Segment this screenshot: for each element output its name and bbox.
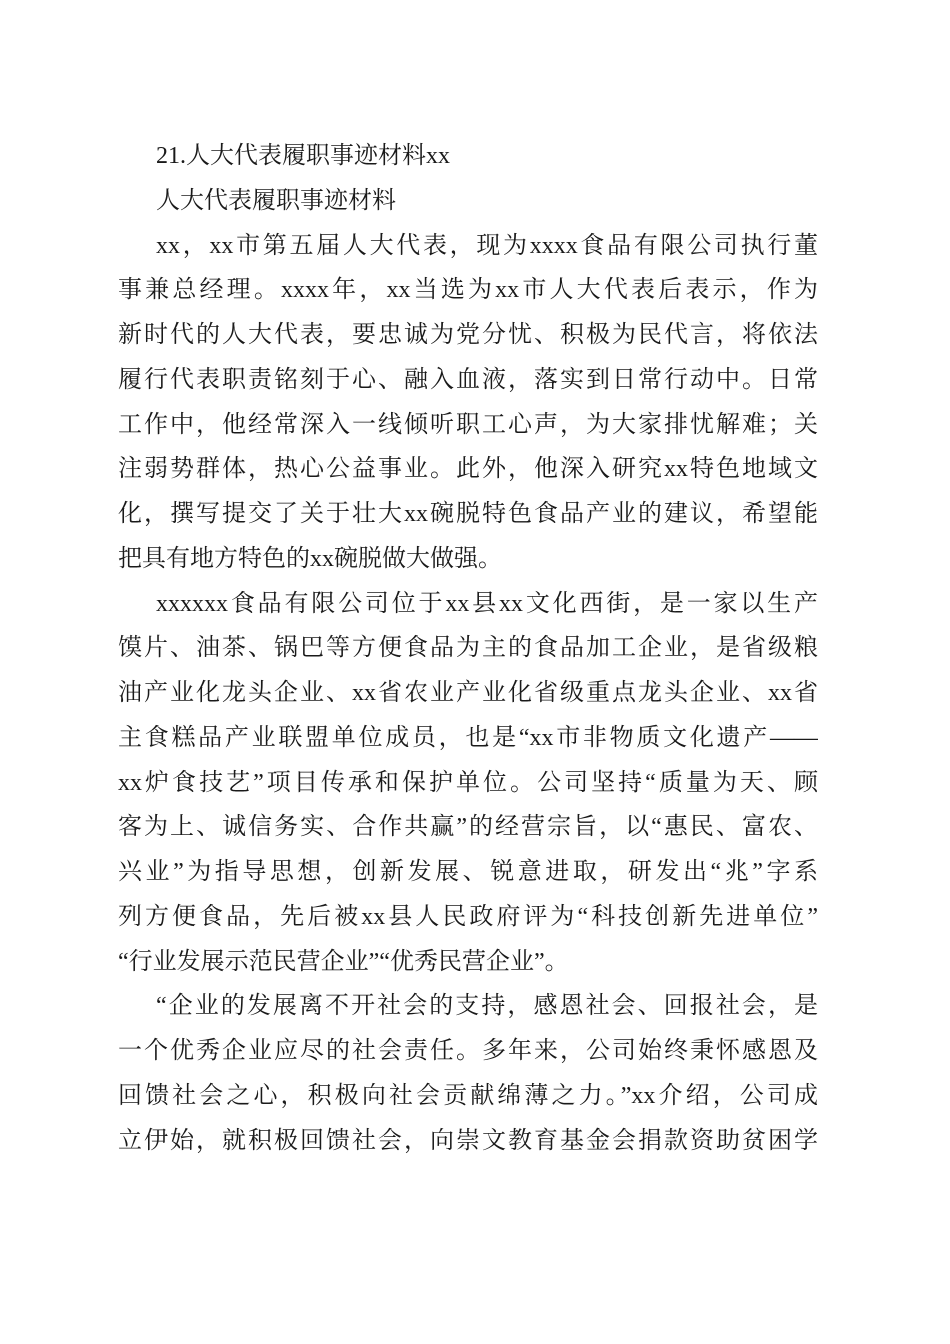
text-line: “企业的发展离不开社会的支持，感恩社会、回报社会，是 xyxy=(156,993,818,1020)
text-line: 化，撰写提交了关于壮大xx碗脱特色食品产业的建议，希望能 xyxy=(118,501,818,527)
text-line: xxxxxx食品有限公司位于xx县xx文化西街，是一家以生产 xyxy=(156,590,818,617)
text-line: 立伊始，就积极回馈社会，向崇文教育基金会捐款资助贫困学 xyxy=(118,1127,818,1154)
text-line: “行业发展示范民营企业”“优秀民营企业”。 xyxy=(118,948,569,975)
text-line: 注弱势群体，热心公益事业。此外，他深入研究xx特色地域文 xyxy=(118,456,818,483)
text-line: 主食糕品产业联盟单位成员，也是“xx市非物质文化遗产—— xyxy=(118,724,818,751)
text-line: 馍片、油茶、锅巴等方便食品为主的食品加工企业，是省级粮 xyxy=(118,635,818,662)
text-line: 一个优秀企业应尽的社会责任。多年来，公司始终秉怀感恩及 xyxy=(118,1038,818,1064)
text-lines xyxy=(118,134,818,1163)
text-line: 列方便食品，先后被xx县人民政府评为“科技创新先进单位” xyxy=(118,903,818,930)
text-line: 工作中，他经常深入一线倾听职工心声，为大家排忧解难；关 xyxy=(118,411,818,438)
text-line: xx，xx市第五届人大代表，现为xxxx食品有限公司执行董 xyxy=(156,232,818,259)
text-line: 人大代表履职事迹材料 xyxy=(156,187,396,214)
text-line: 油产业化龙头企业、xx省农业产业化省级重点龙头企业、xx省 xyxy=(118,680,818,706)
text-line: xx炉食技艺”项目传承和保护单位。公司坚持“质量为天、顾 xyxy=(118,769,818,796)
text-line: 兴业”为指导思想，创新发展、锐意进取，研发出“兆”字系 xyxy=(118,859,818,885)
text-line: 回馈社会之心，积极向社会贡献绵薄之力。”xx介绍，公司成 xyxy=(118,1082,818,1109)
text-line: 履行代表职责铭刻于心、融入血液，落实到日常行动中。日常 xyxy=(118,366,818,393)
text-line: 21.人大代表履职事迹材料xx xyxy=(156,143,450,169)
text-line: 新时代的人大代表，要忠诚为党分忧、积极为民代言，将依法 xyxy=(118,322,818,348)
text-line: 事兼总经理。xxxx年，xx当选为xx市人大代表后表示，作为 xyxy=(118,277,818,304)
text-line: 把具有地方特色的xx碗脱做大做强。 xyxy=(118,545,502,572)
text-line: 客为上、诚信务实、合作共赢”的经营宗旨，以“惠民、富农、 xyxy=(118,814,818,841)
